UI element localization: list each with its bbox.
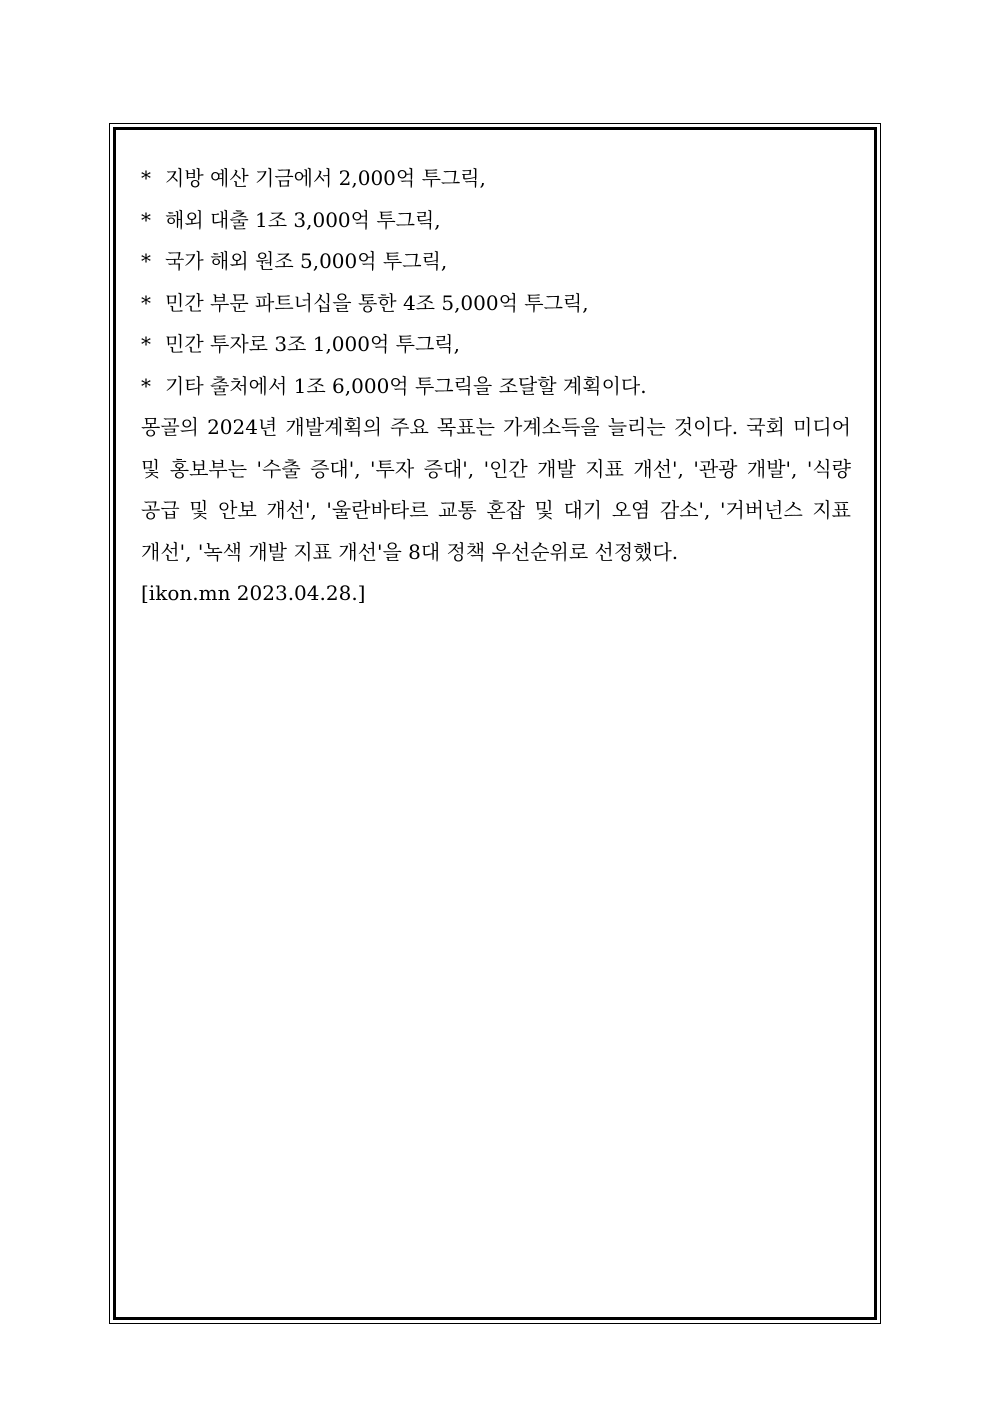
list-item-text: 기타 출처에서 1조 6,000억 투그릭을 조달할 계획이다. <box>165 373 647 398</box>
funding-sources-list <box>141 158 851 407</box>
policy-paragraph: 몽골의 2024년 개발계획의 주요 목표는 가계소득을 늘리는 것이다. 국회 미디어 및 홍보부는 '수출 증대', '투자 증대', '인간 개발 지표 개선', '관광 개발', '식량 공급 및 안보 개선', '울란바타르 교통 혼잡 및 대기 오염 감소', '거버넌스 지표 개선', '녹색 개발 지표 개선'을 8대 정책 우선순위로 선정했다. <box>141 415 851 564</box>
list-item-text: 해외 대출 1조 3,000억 투그릭, <box>165 207 441 232</box>
list-item-text: 민간 부문 파트너십을 통한 4조 5,000억 투그릭, <box>165 290 589 315</box>
list-item-text: 지방 예산 기금에서 2,000억 투그릭, <box>165 166 486 190</box>
list-item-text: 민간 투자로 3조 1,000억 투그릭, <box>165 332 460 356</box>
bullet-asterisk: * <box>141 249 151 273</box>
list-item <box>141 366 851 408</box>
list-item <box>141 241 851 283</box>
bullet-asterisk: * <box>141 373 151 398</box>
bullet-asterisk: * <box>141 332 151 356</box>
document-body <box>141 158 851 615</box>
list-item <box>141 200 851 242</box>
list-item <box>141 158 851 200</box>
list-item <box>141 283 851 325</box>
bullet-asterisk: * <box>141 290 151 315</box>
source-citation: [ikon.mn 2023.04.28.] <box>141 581 366 605</box>
bullet-asterisk: * <box>141 166 151 190</box>
bullet-asterisk: * <box>141 207 151 232</box>
list-item-text: 국가 해외 원조 5,000억 투그릭, <box>165 249 448 273</box>
list-item <box>141 324 851 366</box>
